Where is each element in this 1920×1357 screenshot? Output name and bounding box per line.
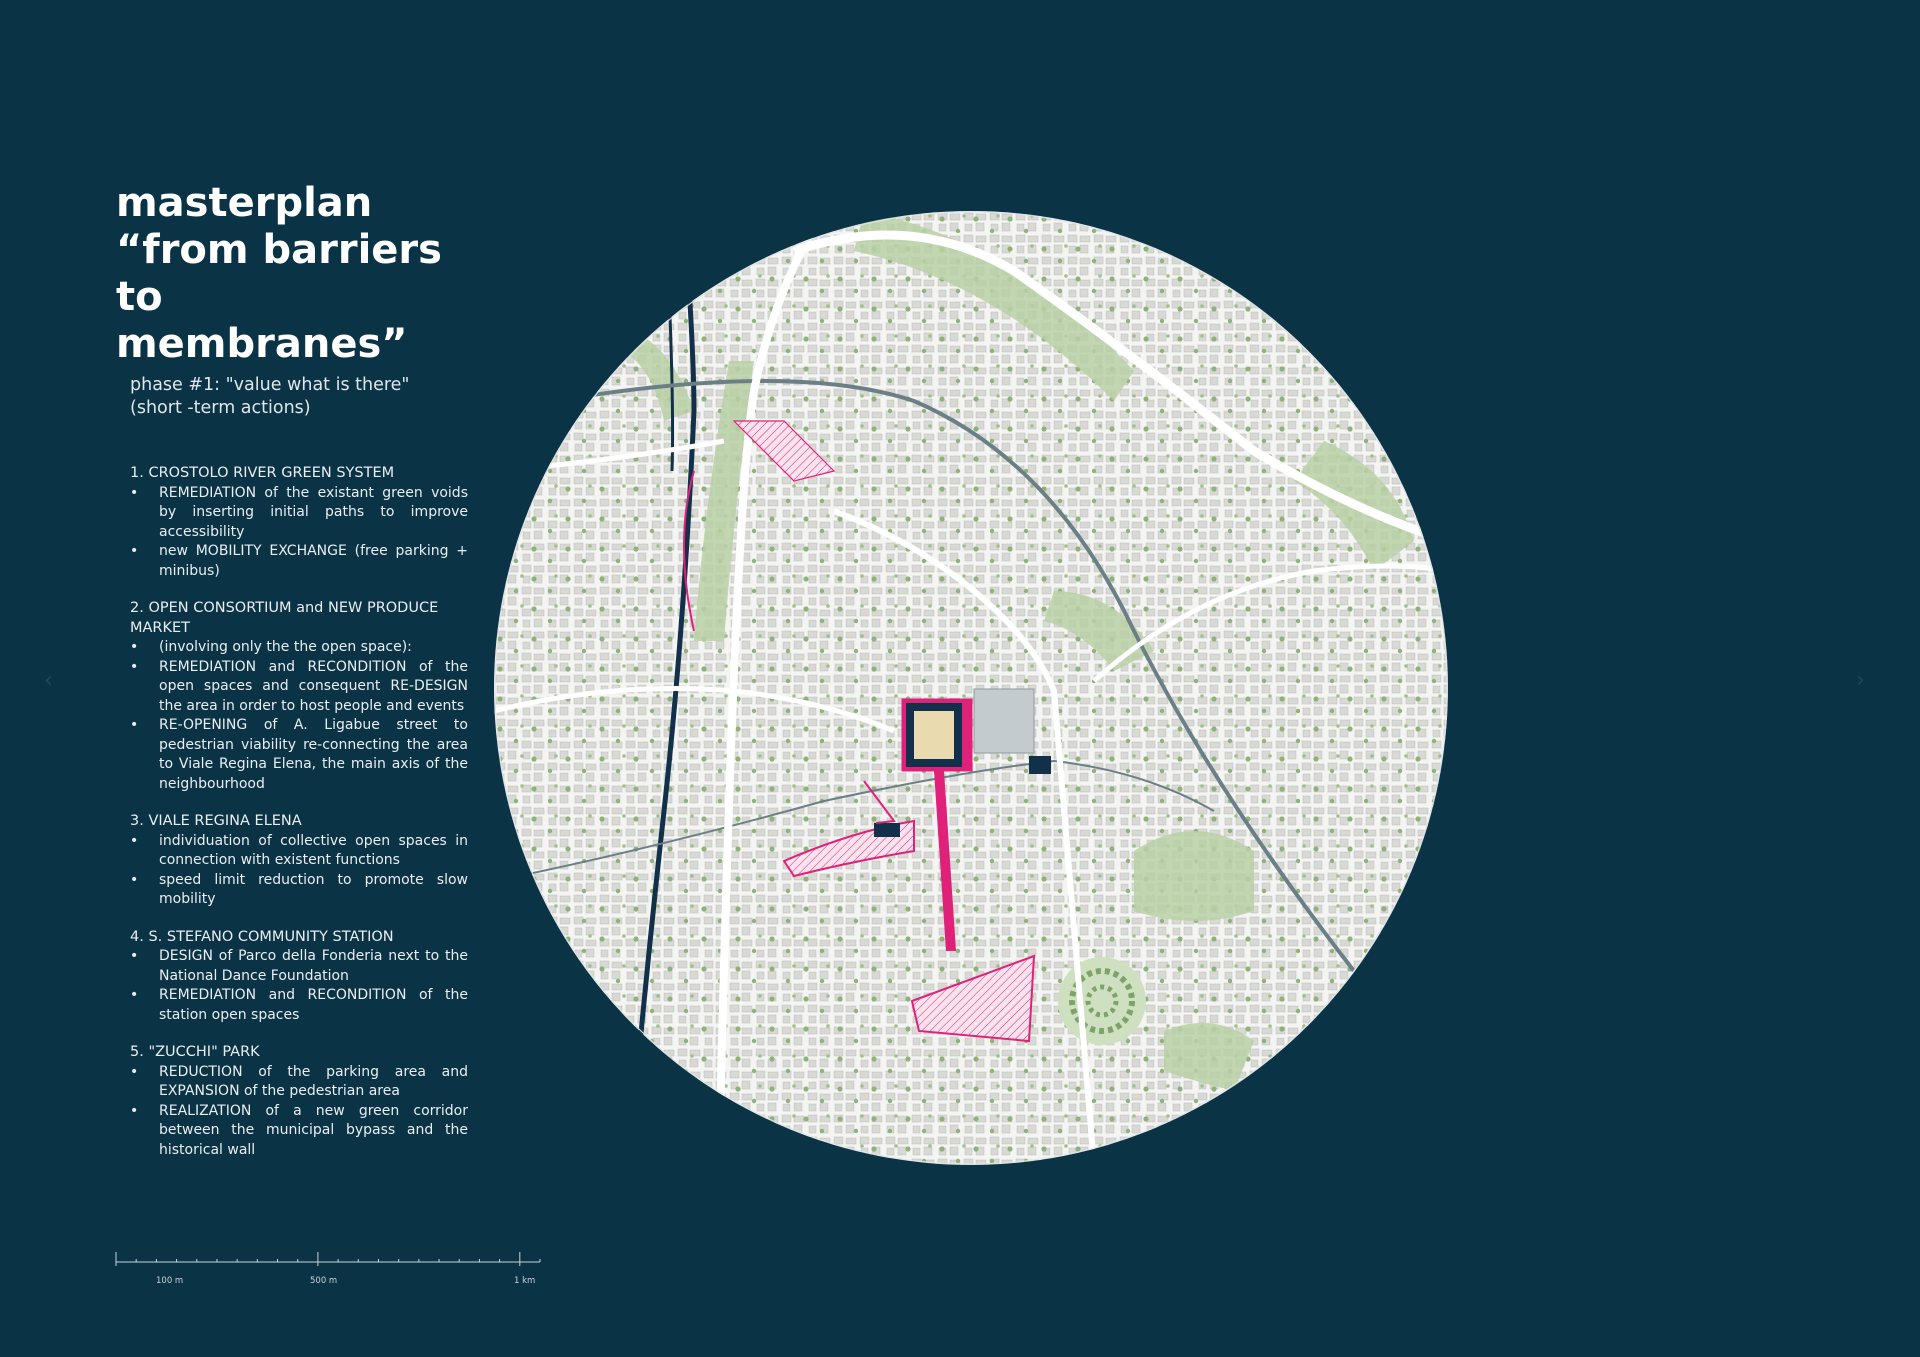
section-bullets bbox=[130, 947, 468, 1025]
consortium-courtyard bbox=[914, 711, 954, 759]
scale-label-1km: 1 km bbox=[514, 1276, 536, 1286]
section-heading: 4. S. STEFANO COMMUNITY STATION bbox=[130, 928, 394, 945]
subtitle-line-1: phase #1: "value what is there" bbox=[130, 375, 410, 395]
scale-bar bbox=[114, 1250, 544, 1290]
section-bullets bbox=[130, 832, 468, 910]
station-building bbox=[874, 823, 900, 837]
bullet-item: • speed limit reduction to promote slow mobility bbox=[130, 871, 468, 910]
bullet-item: • RE-OPENING of A. Ligabue street to pedestrian viability re-connecting the area to Viale Regina Elena, the main axis of the neighbourhood bbox=[130, 716, 468, 794]
page-title bbox=[116, 180, 468, 368]
action-section bbox=[130, 812, 468, 910]
scale-label-500m: 500 m bbox=[310, 1276, 338, 1286]
circular-park bbox=[1058, 957, 1146, 1045]
title-line-3: membranes” bbox=[116, 321, 408, 367]
title-line-2: “from barriers to bbox=[116, 227, 442, 320]
text-panel bbox=[116, 180, 468, 1178]
map-content bbox=[494, 211, 1448, 1165]
scale-label-100m: 100 m bbox=[156, 1276, 184, 1286]
action-section bbox=[130, 464, 468, 581]
bullet-item: • REALIZATION of a new green corridor between the municipal bypass and the historical wall bbox=[130, 1102, 468, 1161]
subtitle-line-2: (short -term actions) bbox=[130, 398, 311, 418]
action-section bbox=[130, 1043, 468, 1160]
bullet-item: • new MOBILITY EXCHANGE (free parking + minibus) bbox=[130, 542, 468, 581]
next-arrow-icon[interactable]: › bbox=[1856, 668, 1865, 693]
bullet-item: • REMEDIATION of the existant green voids by inserting initial paths to improve accessibility bbox=[130, 484, 468, 543]
section-bullets bbox=[130, 1063, 468, 1161]
bullet-item: • (involving only the the open space): bbox=[130, 638, 468, 658]
section-heading: 2. OPEN CONSORTIUM and NEW PRODUCE MARKET bbox=[130, 600, 439, 636]
masterplan-map bbox=[494, 211, 1448, 1165]
title-line-1: masterplan bbox=[116, 180, 373, 226]
phase-subtitle bbox=[130, 374, 468, 420]
bullet-item: • individuation of collective open spaces in connection with existent functions bbox=[130, 832, 468, 871]
dark-block bbox=[1029, 756, 1051, 774]
action-section bbox=[130, 928, 468, 1026]
actions-list bbox=[130, 464, 468, 1160]
section-heading: 3. VIALE REGINA ELENA bbox=[130, 813, 302, 829]
bullet-item: • REDUCTION of the parking area and EXPANSION of the pedestrian area bbox=[130, 1063, 468, 1102]
section-bullets bbox=[130, 484, 468, 582]
action-section bbox=[130, 599, 468, 794]
prev-arrow-icon[interactable]: ‹ bbox=[44, 668, 53, 693]
produce-market-hall bbox=[974, 689, 1034, 753]
section-heading: 5. "ZUCCHI" PARK bbox=[130, 1044, 260, 1060]
section-heading: 1. CROSTOLO RIVER GREEN SYSTEM bbox=[130, 465, 395, 481]
scale-ticks bbox=[116, 1252, 540, 1266]
bullet-item: • REMEDIATION and RECONDITION of the open spaces and consequent RE-DESIGN the area in order to host people and events bbox=[130, 658, 468, 717]
bullet-item: • DESIGN of Parco della Fonderia next to the National Dance Foundation bbox=[130, 947, 468, 986]
bullet-item: • REMEDIATION and RECONDITION of the station open spaces bbox=[130, 986, 468, 1025]
section-bullets bbox=[130, 638, 468, 794]
